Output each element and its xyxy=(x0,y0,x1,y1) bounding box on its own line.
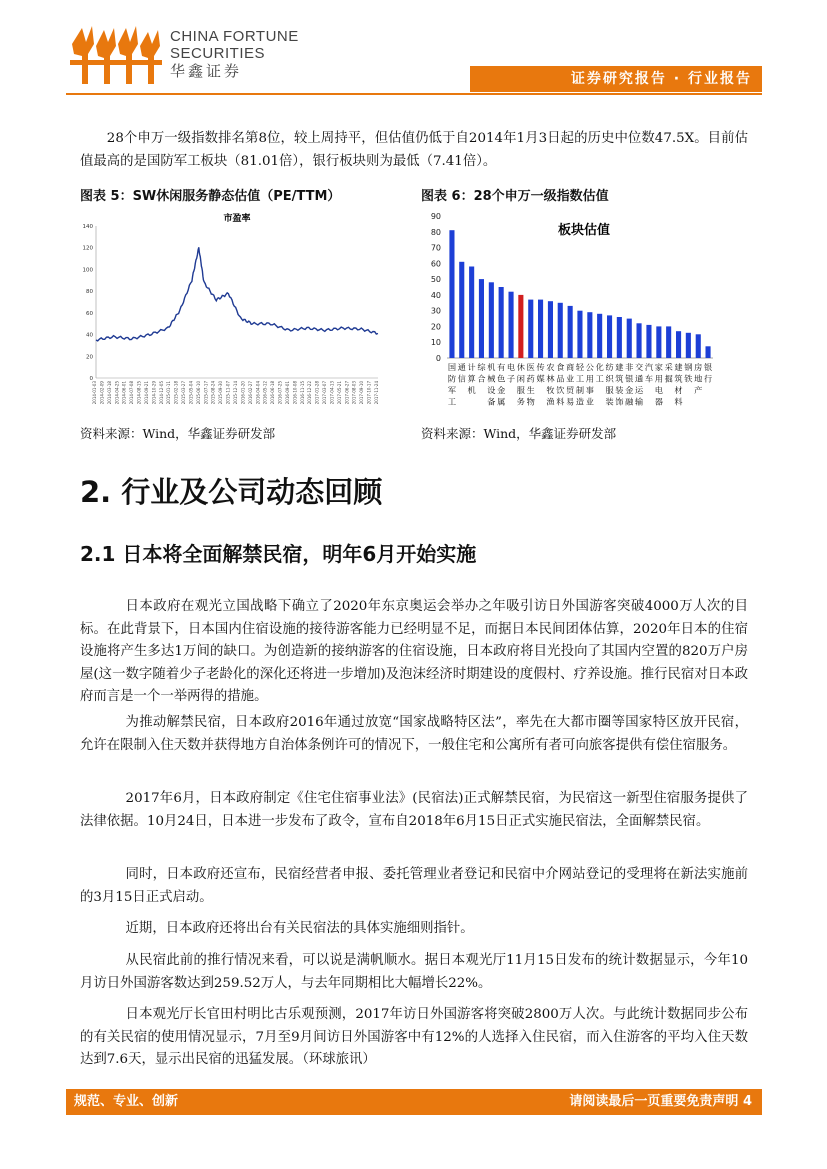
chart5-caption: 图表 5：SW休闲服务静态估值（PE/TTM） xyxy=(80,189,341,204)
x-tick-label: 2016-04-04 xyxy=(255,381,261,405)
sector-valuation-bar-chart xyxy=(421,208,721,420)
x-category-label: 纺织服装 xyxy=(605,362,614,407)
bar xyxy=(686,333,691,358)
brand-name-cn: 华鑫证券 xyxy=(170,63,243,80)
bar xyxy=(646,325,651,358)
x-tick-label: 2016-05-12 xyxy=(262,381,268,405)
y-tick-label: 60 xyxy=(86,310,93,317)
x-tick-label: 2015-06-10 xyxy=(195,381,201,405)
x-category-label: 综合 xyxy=(477,362,486,384)
y-tick-label: 100 xyxy=(82,267,93,274)
x-category-label: 银行 xyxy=(703,362,713,384)
x-tick-label: 2015-11-07 xyxy=(225,381,231,405)
x-tick-label: 2016-07-25 xyxy=(277,381,283,405)
chart6-source: 资料来源：Wind，华鑫证券研发部 xyxy=(421,426,617,441)
header-divider xyxy=(66,93,762,95)
x-category-label: 钢铁 xyxy=(684,362,693,384)
x-tick-label: 2016-01-20 xyxy=(240,381,246,405)
body-paragraph: 为推动解禁民宿，日本政府2016年通过放宽“国家战略特区法”，率先在大都市圈等国家特区放开民宿，允许在限制入住天数并获得地方自治体条例许可的情况下，一般住宅和公寓所有者可向旅客提供有偿住宿服务。 xyxy=(80,715,748,753)
brand-name-en-line1: CHINA FORTUNE xyxy=(170,28,299,45)
x-category-label: 商业贸易 xyxy=(566,362,575,407)
y-tick-label: 60 xyxy=(430,259,441,269)
bar xyxy=(637,323,642,358)
x-tick-label: 2017-04-13 xyxy=(329,381,335,405)
bar xyxy=(617,317,622,358)
chart5-title: 市盈率 xyxy=(223,214,251,224)
bar xyxy=(499,287,504,358)
chart6-title: 板块估值 xyxy=(557,223,611,238)
x-tick-label: 2017-10-17 xyxy=(366,381,372,405)
bar xyxy=(449,230,454,358)
body-paragraph: 日本政府在观光立国战略下确立了2020年东京奥运会举办之年吸引访日外国游客突破4000万人次的目标。在此背景下，日本国内住宿设施的接待游客能力已经明显不足，而据日本民间团体估算，2020年日本的住宿设施将产生多达1万间的缺口。为创造新的接纳游客的住宿设施，日本政府将目光投向了其国内空置的820万户房屋(这一数字随着少子老龄化的深化还将进一步增加)及泡沫经济时期建设的度假村、疗养设施。推行民宿对日本政府而言是一个一举两得的措施。 xyxy=(80,599,748,704)
x-category-label: 有色金属 xyxy=(497,362,506,407)
y-tick-label: 140 xyxy=(82,224,93,230)
x-category-label: 汽车 xyxy=(644,362,654,384)
bar xyxy=(548,301,553,358)
x-category-label: 建筑装饰 xyxy=(615,362,624,407)
bar xyxy=(597,314,602,358)
x-category-label: 家用电器 xyxy=(654,362,663,407)
x-tick-label: 2015-08-24 xyxy=(210,381,216,405)
x-category-label: 公用事业 xyxy=(585,362,594,407)
body-paragraph: 从民宿此前的推行情况来看，可以说是满帆顺水。据日本观光厅11月15日发布的统计数据显示，今年10月访日外国游客数达到259.52万人，与去年同期相比大幅增长22%。 xyxy=(80,953,748,991)
y-tick-label: 10 xyxy=(430,338,441,348)
bar xyxy=(558,303,563,358)
report-type-band: 证券研究报告 · 行业报告 xyxy=(470,66,762,92)
x-category-label: 交通运输 xyxy=(635,362,644,407)
bar xyxy=(656,326,661,358)
bar xyxy=(489,282,494,358)
x-tick-label: 2015-01-11 xyxy=(166,381,172,405)
x-category-label: 计算机 xyxy=(467,362,476,395)
bar xyxy=(479,279,484,358)
footer-band xyxy=(66,1089,762,1115)
body-paragraph: 同时，日本政府还宣布，民宿经营者申报、委托管理业者登记和民宿中介网站登记的受理将在新法实施前的3月15日正式启动。 xyxy=(80,867,748,905)
body-paragraph: 2017年6月，日本政府制定《住宅住宿事业法》(民宿法)正式解禁民宿，为民宿这一新型住宿服务提供了法律依据。10月24日，日本进一步发布了政令，宣布自2018年6月15日正式实施民宿法，全面解禁民宿。 xyxy=(80,791,748,829)
y-tick-label: 90 xyxy=(430,212,441,221)
x-tick-label: 2014-12-05 xyxy=(158,381,164,405)
company-logo-icon xyxy=(68,24,164,86)
subsection-title: 2.1 日本将全面解禁民宿，明年6月开始实施 xyxy=(80,542,477,566)
chart5-source: 资料来源：Wind，华鑫证券研发部 xyxy=(80,426,276,441)
x-category-label: 食品饮料 xyxy=(556,362,565,407)
x-tick-label: 2014-03-18 xyxy=(106,381,112,405)
bar xyxy=(518,295,523,358)
x-tick-label: 2015-09-30 xyxy=(218,381,224,405)
bar xyxy=(696,334,701,358)
x-category-label: 传媒 xyxy=(536,362,545,384)
y-tick-label: 30 xyxy=(430,306,441,316)
y-tick-label: 80 xyxy=(430,227,441,237)
bar xyxy=(568,306,573,358)
y-tick-label: 0 xyxy=(89,376,93,382)
pe-series-line xyxy=(96,247,378,341)
x-tick-label: 2017-11-24 xyxy=(374,381,379,405)
bar xyxy=(706,346,711,358)
x-tick-label: 2016-09-01 xyxy=(284,381,290,405)
x-tick-label: 2015-02-18 xyxy=(173,381,179,405)
x-category-label: 通信 xyxy=(457,362,466,384)
x-category-label: 休闲服务 xyxy=(516,362,525,407)
x-category-label: 国防军工 xyxy=(447,362,457,407)
x-category-label: 轻工制造 xyxy=(575,362,585,407)
bar xyxy=(607,315,612,358)
x-tick-label: 2014-04-25 xyxy=(114,381,120,405)
x-tick-label: 2014-09-21 xyxy=(143,381,149,405)
x-tick-label: 2017-05-21 xyxy=(336,381,342,405)
x-tick-label: 2014-08-15 xyxy=(136,381,142,405)
y-tick-label: 20 xyxy=(86,354,93,361)
y-tick-label: 40 xyxy=(86,332,93,339)
x-tick-label: 2015-05-04 xyxy=(188,381,194,405)
x-tick-label: 2014-06-01 xyxy=(121,381,127,405)
intro-paragraph: 28个申万一级指数排名第8位，较上周持平，但估值仍低于自2014年1月3日起的历史中位数47.5X。目前估值最高的是国防军工板块（81.01倍），银行板块则为最低（7.41倍）。 xyxy=(80,131,748,169)
bar xyxy=(469,267,474,359)
bar xyxy=(538,300,543,358)
x-category-label: 化工 xyxy=(595,362,604,384)
section-title: 2. 行业及公司动态回顾 xyxy=(80,475,383,509)
x-tick-label: 2014-01-03 xyxy=(92,381,97,405)
bar xyxy=(587,312,592,358)
y-tick-label: 80 xyxy=(86,289,93,296)
brand-block xyxy=(170,28,299,82)
x-tick-label: 2016-12-22 xyxy=(307,381,313,405)
y-tick-label: 20 xyxy=(430,322,441,332)
x-category-label: 非银金融 xyxy=(625,362,634,407)
x-category-label: 农林牧渔 xyxy=(546,362,555,407)
x-tick-label: 2014-02-09 xyxy=(99,381,105,405)
x-tick-label: 2016-11-15 xyxy=(299,381,305,405)
y-tick-label: 50 xyxy=(430,275,441,285)
x-tick-label: 2014-10-29 xyxy=(151,381,157,405)
bar xyxy=(577,311,582,358)
y-tick-label: 70 xyxy=(430,243,441,253)
footer-slogan: 规范、专业、创新 xyxy=(74,1094,179,1109)
x-tick-label: 2017-03-07 xyxy=(322,381,328,405)
bar xyxy=(627,319,632,358)
bar xyxy=(676,331,681,358)
x-category-label: 机械设备 xyxy=(487,362,496,407)
bar xyxy=(666,326,671,358)
y-tick-label: 0 xyxy=(435,354,441,363)
bar xyxy=(459,262,464,358)
bar xyxy=(528,300,533,358)
pe-line-chart xyxy=(80,208,400,420)
body-paragraph: 日本观光厅长官田村明比古乐观预测，2017年访日外国游客将突破2800万人次。与此统计数据同步公布的有关民宿的使用情况显示，7月至9月间访日外国游客中有12%的人选择入住民宿，而入住游客的平均入住天数达到7.6天，显示出民宿的迅猛发展。（环球旅讯） xyxy=(80,1007,748,1067)
brand-name-en-line2: SECURITIES xyxy=(170,45,266,62)
x-category-label: 建筑材料 xyxy=(674,362,683,407)
x-category-label: 医药生物 xyxy=(526,362,535,407)
x-tick-label: 2016-10-08 xyxy=(292,381,298,405)
x-tick-label: 2015-12-14 xyxy=(233,381,238,405)
x-category-label: 电子 xyxy=(506,362,516,384)
x-tick-label: 2015-03-27 xyxy=(181,381,187,405)
footer-disclaimer-page: 请阅读最后一页重要免责声明 4 xyxy=(569,1094,752,1109)
x-tick-label: 2016-06-18 xyxy=(270,381,276,405)
x-tick-label: 2014-07-08 xyxy=(129,381,135,405)
x-tick-label: 2017-08-03 xyxy=(351,381,357,405)
x-tick-label: 2017-09-10 xyxy=(359,381,365,405)
x-tick-label: 2017-06-27 xyxy=(344,381,350,405)
x-tick-label: 2015-07-17 xyxy=(203,381,209,405)
x-tick-label: 2016-02-27 xyxy=(247,381,253,405)
x-category-label: 房地产 xyxy=(694,362,703,395)
y-tick-label: 40 xyxy=(430,290,441,300)
bar xyxy=(509,292,514,358)
x-tick-label: 2017-01-28 xyxy=(314,381,320,405)
chart6-caption: 图表 6：28个申万一级指数估值 xyxy=(421,189,609,204)
x-category-label: 采掘 xyxy=(664,362,673,384)
body-paragraph: 近期，日本政府还将出台有关民宿法的具体实施细则指针。 xyxy=(125,921,474,936)
y-tick-label: 120 xyxy=(82,245,93,252)
